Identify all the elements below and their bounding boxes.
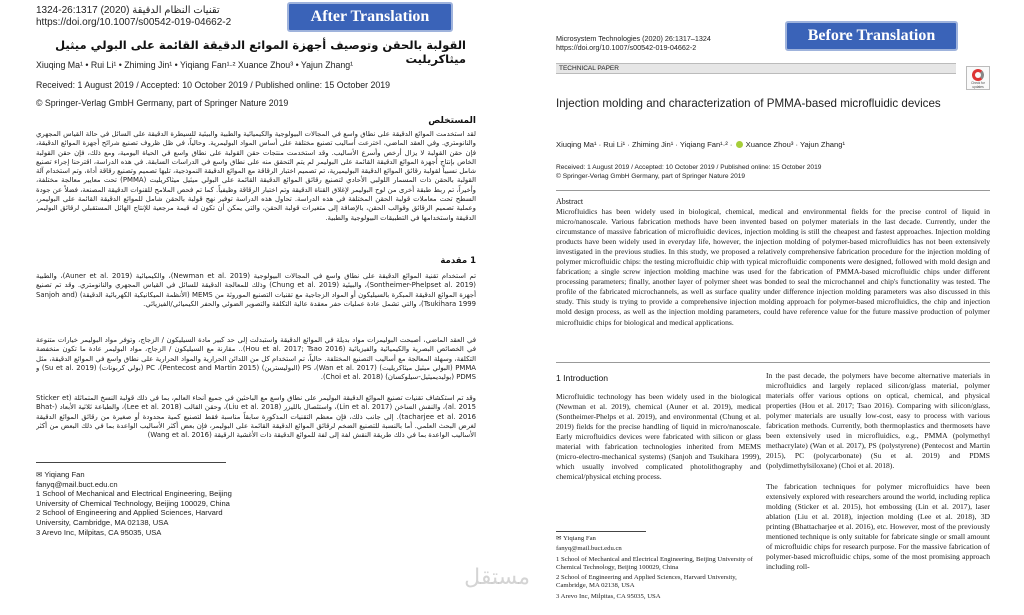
doi-link[interactable]: https://doi.org/10.1007/s00542-019-04662-2 <box>556 43 697 52</box>
after-translation-badge: After Translation <box>287 2 453 32</box>
copyright-line: © Springer-Verlag GmbH Germany, part of Springer Nature 2019 <box>36 98 289 108</box>
intro-paragraph-1: تم استخدام تقنية الموائع الدقيقة على نطاق واسع في المجالات البيولوجية (Newman et al. 2019)، والكيميائية (Auner et al. 2019)، والطبية (Sontheimer-Phelpset al. 2019)، والبيئية (Chung et al. 2019) وذلك للمعالجة الدقيقة للسائل في القياس المجهري والنانومتري. وقد تم تصنيع أجهزة الموائع الدقيقة المبكرة بالسيليكون أو المواد الزجاجية مع تقنيات التصنيع الموروثة من MEMS (الأنظمة الميكانيكية الكهربائية الدقيقة) (Sanjoh and Tsukihara 1999)، والتي تشمل عادة عمليات حفر معقدة عالية التكلفة والتصوير الضوئي والحفر الكيميائي/الفيزيائي. <box>36 272 476 308</box>
section-heading-introduction: 1 مقدمة <box>440 256 476 266</box>
before-translation-badge: Before Translation <box>785 21 958 51</box>
journal-header <box>556 34 776 52</box>
intro-paragraph-2: في العقد الماضي، أصبحت البوليمرات مواد بديلة في الموائع الدقيقة واستبدلت إلى حد كبير مادة السيليكون / الزجاج، وتوفر مواد البوليمر خيارات متنوعة في الخصائص البصرية والكيميائية والفيزيائية (Hou et al. 2017; Tsao 2016).. مقارنة مع السيليكون / الزجاج، مواد البوليمر عادة ما تكون منخفضة التكلفة، وسهلة المعالجة مع أساليب التصنيع المختلفة. حالياً، تم استخدام كل من اللدائن الحرارية والمواد الحرارية على نطاق واسع في الموائع الدقيقة، مثل PMMA (البولي ميثيل ميثاكريليت) (Wan et al. 2017)، PS (البوليسترين) (Pentecost and Martin 2015)، PC (بولي كربونات) (Su et al. 2019) و PDMS (بوليديميثيل-سيلوكسان) (Choi et al. 2018). <box>36 336 476 382</box>
publication-dates: Received: 1 August 2019 / Accepted: 10 October 2019 / Published online: 15 October 2019 <box>36 80 391 90</box>
journal-header <box>36 5 286 29</box>
footnote-affiliation-1: 1 School of Mechanical and Electrical Engineering, Beijing University of Chemical Technology, Beijing 100029, China <box>556 555 753 571</box>
footnote-line: 3 Arevo Inc, Milpitas, CA 95035, USA <box>36 527 162 537</box>
footnote-line: 2 School of Engineering and Applied Sciences, Harvard <box>36 508 223 518</box>
footnote-author: ✉ Yiqiang Fan <box>556 535 596 542</box>
footnote-line: University of Chemical Technology, Beijing 100029, China <box>36 498 230 508</box>
footnote-line[interactable]: fanyq@mail.buct.edu.cn <box>36 479 118 489</box>
introduction-heading: 1 Introduction <box>556 373 609 383</box>
publication-dates: Received: 1 August 2019 / Accepted: 10 October 2019 / Published online: 15 October 2019 <box>556 164 822 171</box>
footnote-divider <box>556 531 646 532</box>
abstract-heading: Abstract <box>556 197 584 206</box>
footnote-affiliation-2: 2 School of Engineering and Applied Sciences, Harvard University, Cambridge, MA 02138, USA <box>556 574 737 590</box>
abstract-body: Microfluidics has been widely used in biological, chemical, medical and environmental fields for the precise control of liquid in micro/nanoscale. Various fabrication methods have been invented based on polymer materials in the last decade. Currently, under the circumstance of massive fabrication of microfluidic devices, injection molding is still the cheapest and fastest approaches. Injection molding products have been widely used in everyday life, however, the injection molding of polymer-based microfluidics has not been extensively investigated in the previous studies. In this study, we proposed a relatively comprehensive fabrication procedure for the injection molding of polymer microfluidic chips: the testing microfluidic chip with typical microfluidic components were designed, followed with mold design and fabrication; a single screw injection molding machine was used for the fabrication of PMMA-based microfluidic chips under different processing parameters; finally, another layer of polymer sheet was bonded to seal the microchannel and chip's functionality was tested. The profile of the fabricated microchannels, as well as surface quality under difference injection molding parameters was also discussed in this study. This study is trying to provide a comprehensive injection molding approach for polymer-based microfluidics, the chip and injection mold design process, as well as the injection molding parameters, could have reference value for the future massive production of polymer microfluidic chips for biological and medical applications. <box>556 207 990 327</box>
authors-part-2: Xuance Zhou³ · Yajun Zhang¹ <box>745 140 845 149</box>
doi-link[interactable]: https://doi.org/10.1007/s00542-019-04662-2 <box>36 17 232 28</box>
copyright-line: © Springer-Verlag GmbH Germany, part of Springer Nature 2019 <box>556 172 746 180</box>
journal-citation: تقنيات النظام الدقيقة (2020) 26:1317-1324 <box>36 5 220 16</box>
introduction-column-2: In the past decade, the polymers have become alternative materials in microfluidics and largely replaced silicon/glass material, polymer materials offer various options on optical, chemical, and physical properties (Hou et al. 2017; Tsao 2016). Comparing with silicon/glass, polymer materials are usually low-cost, easy to process with various fabrication methods. Currently, both thermoplastics and thermosets have been extensively used in microfluidics, e.g., PMMA (polymethyl methacrylate) (Wan et al. 2017), PS (polystyrene) (Pentecost and Martin 2015), PC (polycarbonate) (Su et al. 2019) and PDMS (polydimethylsiloxane) (Choi et al. 2018). The fabrication techniques for polymer microfluidics have been extensively explored with researchers around the world, including replica molding (Sticker et al. 2015), hot embossing (Lin et al. 2017), laser ablation (Liu et al. 2018), injection molding (Lee et al. 2018), 3D printing (Bhattacharjee et al. 2016), etc. However, most of the previously mentioned technique is only suitable for fabricate single or small amount of microfluidic chips for research purpose. For the massive fabrication of polymer-based microfluidic chips, some of the most promising approach including roll- <box>766 371 990 571</box>
check-updates-label: Check for updates <box>971 81 985 89</box>
section-divider <box>556 190 990 191</box>
paper-title: Injection molding and characterization of PMMA-based microfluidic devices <box>556 97 941 110</box>
footnote-line: ✉ Yiqiang Fan <box>36 470 85 479</box>
footnotes <box>556 535 761 603</box>
watermark: مستقل <box>464 565 530 590</box>
footnote-line: 1 School of Mechanical and Electrical Engineering, Beijing <box>36 489 232 499</box>
abstract-body: لقد استخدمت الموائع الدقيقة على نطاق واسع في المجالات البيولوجية والكيميائية والطبية والبيئية للسيطرة الدقيقة على السائل في حالة القياس المجهري والنانومتري. وفي العقد الماضي، اخترعت أساليب تصنيع مختلفة على أساس المواد البوليمرية. وحالياً، في ظل ظروف تصنيع شرائح أجهزة الموائع الدقيقة، فإن حقن القولبة لا يزال أرخص وأسرع الأساليب. وقد استخدمت منتجات حقن القولبة على نطاق واسع في الحياة اليومية، ومع ذلك، فإن حقن القولبة الخاص بإنتاج أجهزة الموائع الدقيقة القائمة على البوليمر لم يتم التحقق منه على نطاق واسع في الدراسات السابقة. في هذه الدراسة، اقترحنا إجراء تصنيع شامل نسبياً لقولبة رقائق الموائع الدقيقة البوليميرية، تم تصميم اختبار الرقاقة مع الموائع الدقيقة النموذجية، تليها تصميم وتصنيع رقاقة أداة، وتم استخدام آلة القولبة بالحقن ذات المسمار اللولبي الأحادي لتصنيع رقائق الموائع الدقيقة القائمة على البولي ميثيل ميثاكريليت (PMMA) تحت معايير معالجة مختلفة، وأخيراً، تم ربط طبقة أخرى من لوح البوليمر لإغلاق القناة الدقيقة وتم اختبار الرقاقة وظيفياً. كما تم فحص الملامح للقنوات الدقيقة المصنعة، فضلاً عن جودة السطح تحت معاملات قولبة الحقن المختلفة في هذه الدراسة. تحاول هذه الدراسة توفير نهج قولبة بالحقن شامل للموائع الدقيقة القائمة على البوليمر، وعملية تصميم الرقائق وقوالب الحقن، بالإضافة إلى متغيرات قولبة الحقن، والتي يمكن أن تكون له قيمة مرجعية للإنتاج الهائل المستقبلي لرقائق البوليمر الدقيقة واستخدامها في التطبيقات البيولوجية والطبية. <box>36 130 476 222</box>
check-for-updates-button[interactable] <box>966 66 990 90</box>
footnote-email[interactable]: fanyq@mail.buct.edu.cn <box>556 545 622 553</box>
author-list: Xiuqing Ma¹ · Rui Li¹ · Zhiming Jin¹ · Yiqiang Fan¹·² · Xuance Zhou³ · Yajun Zhang¹ <box>556 140 845 149</box>
abstract-heading: المستخلص <box>428 116 476 126</box>
author-list: Xiuqing Ma¹ • Rui Li¹ • Zhiming Jin¹ • Yiqiang Fan¹·² Xuance Zhou³ • Yajun Zhang¹ <box>36 60 354 70</box>
authors-part-1: Xiuqing Ma¹ · Rui Li¹ · Zhiming Jin¹ · Yiqiang Fan¹·² <box>556 140 728 149</box>
publication-info <box>556 164 996 181</box>
original-page <box>520 0 1024 615</box>
intro-paragraph-3: وقد تم استكشاف تقنيات تصنيع الموائع الدقيقة البوليمر على نطاق واسع مع الباحثين في جميع أنحاء العالم، بما في ذلك قولبة النسخ المتماثلة (Sticker et al. 2015)، والنقش الساخن (Lin et al. 2017)، واستئصال بالليزر (Liu et al. 2018)، وحقن القالب (Lee et al. 2018)، والطباعة ثلاثية الأبعاد (Bhat-tacharjee et al. 2016). إلى جانب ذلك، فإن معظم التقنيات المذكورة سابقاً مناسبة فقط لتصنيع كمية محدودة أو صغيرة من رقائق الموائع الدقيقة لغرض البحث العلمي. أما بالنسبة للتصنيع الضخم لرقائق الموائع الدقيقة القائمة على البوليمر، فإن بعض أكثر الأساليب الواعدة بما في ذلك البعض من أكثر الأساليب الواعدة بما في ذلك طريقة النقش لفة إلى لفة للموائع الدقيقة ذات الأغشية الرقيقة (Wang et al. 2016) <box>36 394 476 440</box>
update-icon <box>972 69 984 81</box>
footnote-divider <box>36 462 226 463</box>
orcid-icon[interactable] <box>736 141 743 148</box>
arabic-title: القولبة بالحقن وتوصيف أجهزة الموائع الدقيقة القائمة على البولي ميثيل ميثاكريليت <box>55 38 466 66</box>
journal-citation: Microsystem Technologies (2020) 26:1317–1324 <box>556 34 711 43</box>
footnote-affiliation-3: 3 Arevo Inc, Milpitas, CA 95035, USA <box>556 592 661 600</box>
footnote-line: University, Cambridge, MA 02138, USA <box>36 517 169 527</box>
technical-paper-bar: TECHNICAL PAPER <box>556 63 956 74</box>
introduction-column-1: Microfluidic technology has been widely used in the biological (Newman et al. 2019), chemical (Auner et al. 2019), medical (Sontheimer-Phelps et al. 2019), and environmental (Chung et al. 2019) fields for the precise handling of liquid in micro/nanoscale. Early microfluidics devices were fabricated with silicon or glass material with fabrication technologies inherited from MEMS (micro-electro-mechanical systems) (Sanjoh and Tsukihara 1999), which usually involved complicated photolithography and chemical/physical etching process. <box>556 392 761 482</box>
footnotes <box>36 470 336 537</box>
section-divider <box>556 362 990 363</box>
